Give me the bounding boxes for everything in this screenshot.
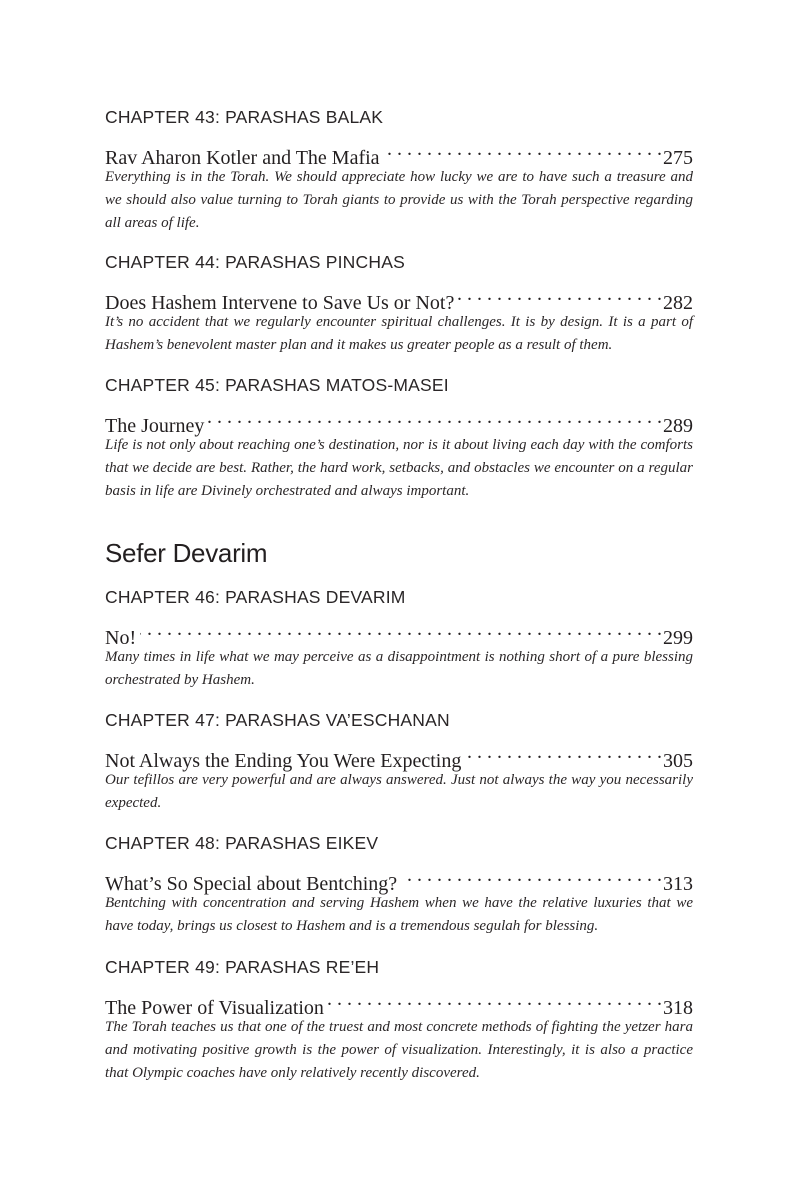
- chapter-title: The Power of Visualization: [105, 997, 324, 1019]
- chapter-label: CHAPTER 48: PARASHAS EIKEV: [105, 833, 379, 853]
- dot-leader: [328, 984, 662, 1014]
- toc-entry-45: [105, 372, 693, 503]
- page-number: 318: [663, 997, 693, 1019]
- chapter-summary: Everything is in the Torah. We should appreciate how lucky we are to have such a treasure and we should also value turning to Torah giants to provide us with the Torah perspective regarding all areas of life.: [105, 169, 693, 231]
- dot-leader: [384, 134, 662, 164]
- chapter-summary: Bentching with concentration and serving Hashem when we have the relative luxuries that we have today, brings us closest to Hashem and is a tremendous segulah for blessing.: [105, 895, 693, 934]
- toc-entry-43: [105, 104, 693, 235]
- chapter-label: CHAPTER 45: PARASHAS MATOS-MASEI: [105, 375, 449, 395]
- section-heading: Sefer Devarim: [105, 538, 268, 568]
- chapter-summary: The Torah teaches us that one of the truest and most concrete methods of fighting the yetzer hara and motivating positive growth is the power of visualization. Interestingly, it is also a practice that Olympic coaches have only relatively recently discovered.: [105, 1019, 693, 1081]
- chapter-title: The Journey: [105, 415, 205, 437]
- dot-leader: [465, 737, 662, 767]
- toc-line[interactable]: [105, 614, 693, 649]
- toc-entry-49: [105, 954, 693, 1085]
- dot-leader: [458, 279, 662, 309]
- dot-leader: [401, 860, 662, 890]
- toc-line[interactable]: [105, 860, 693, 895]
- chapter-title: No!: [105, 627, 137, 649]
- toc-entry-44: [105, 249, 693, 357]
- toc-line[interactable]: [105, 402, 693, 437]
- page-number: 275: [663, 147, 693, 169]
- toc-line[interactable]: [105, 984, 693, 1019]
- toc-entry-47: [105, 707, 693, 815]
- chapter-summary: Our tefillos are very powerful and are always answered. Just not always the way you necessarily expected.: [105, 772, 693, 811]
- page-number: 299: [663, 627, 693, 649]
- page-number: 289: [663, 415, 693, 437]
- chapter-label: CHAPTER 43: PARASHAS BALAK: [105, 107, 384, 127]
- chapter-summary: Life is not only about reaching one’s destination, nor is it about living each day with the comforts that we decide are best. Rather, the hard work, setbacks, and obstacles we encounter on a regular basis in life are Divinely orchestrated and always important.: [105, 437, 693, 499]
- chapter-label: CHAPTER 46: PARASHAS DEVARIM: [105, 587, 406, 607]
- dot-leader: [140, 614, 662, 644]
- toc-line[interactable]: [105, 737, 693, 772]
- page-number: 305: [663, 750, 693, 772]
- chapter-title: Not Always the Ending You Were Expecting: [105, 750, 462, 772]
- chapter-title: Does Hashem Intervene to Save Us or Not?: [105, 292, 455, 314]
- chapter-title: Rav Aharon Kotler and The Mafia: [105, 147, 380, 169]
- chapter-title: What’s So Special about Bentching?: [105, 873, 398, 895]
- toc-entry-48: [105, 830, 693, 938]
- chapter-label: CHAPTER 44: PARASHAS PINCHAS: [105, 252, 405, 272]
- dot-leader: [208, 402, 662, 432]
- chapter-label: CHAPTER 49: PARASHAS RE’EH: [105, 957, 380, 977]
- page-number: 313: [663, 873, 693, 895]
- chapter-summary: Many times in life what we may perceive as a disappointment is nothing short of a pure blessing orchestrated by Hashem.: [105, 649, 693, 688]
- page-number: 282: [663, 292, 693, 314]
- toc-line[interactable]: [105, 279, 693, 314]
- chapter-label: CHAPTER 47: PARASHAS VA’ESCHANAN: [105, 710, 450, 730]
- toc-line[interactable]: [105, 134, 693, 169]
- chapter-summary: It’s no accident that we regularly encounter spiritual challenges. It is by design. It is a part of Hashem’s benevolent master plan and it makes us greater people as a result of them.: [105, 314, 693, 353]
- toc-entry-46: [105, 584, 693, 692]
